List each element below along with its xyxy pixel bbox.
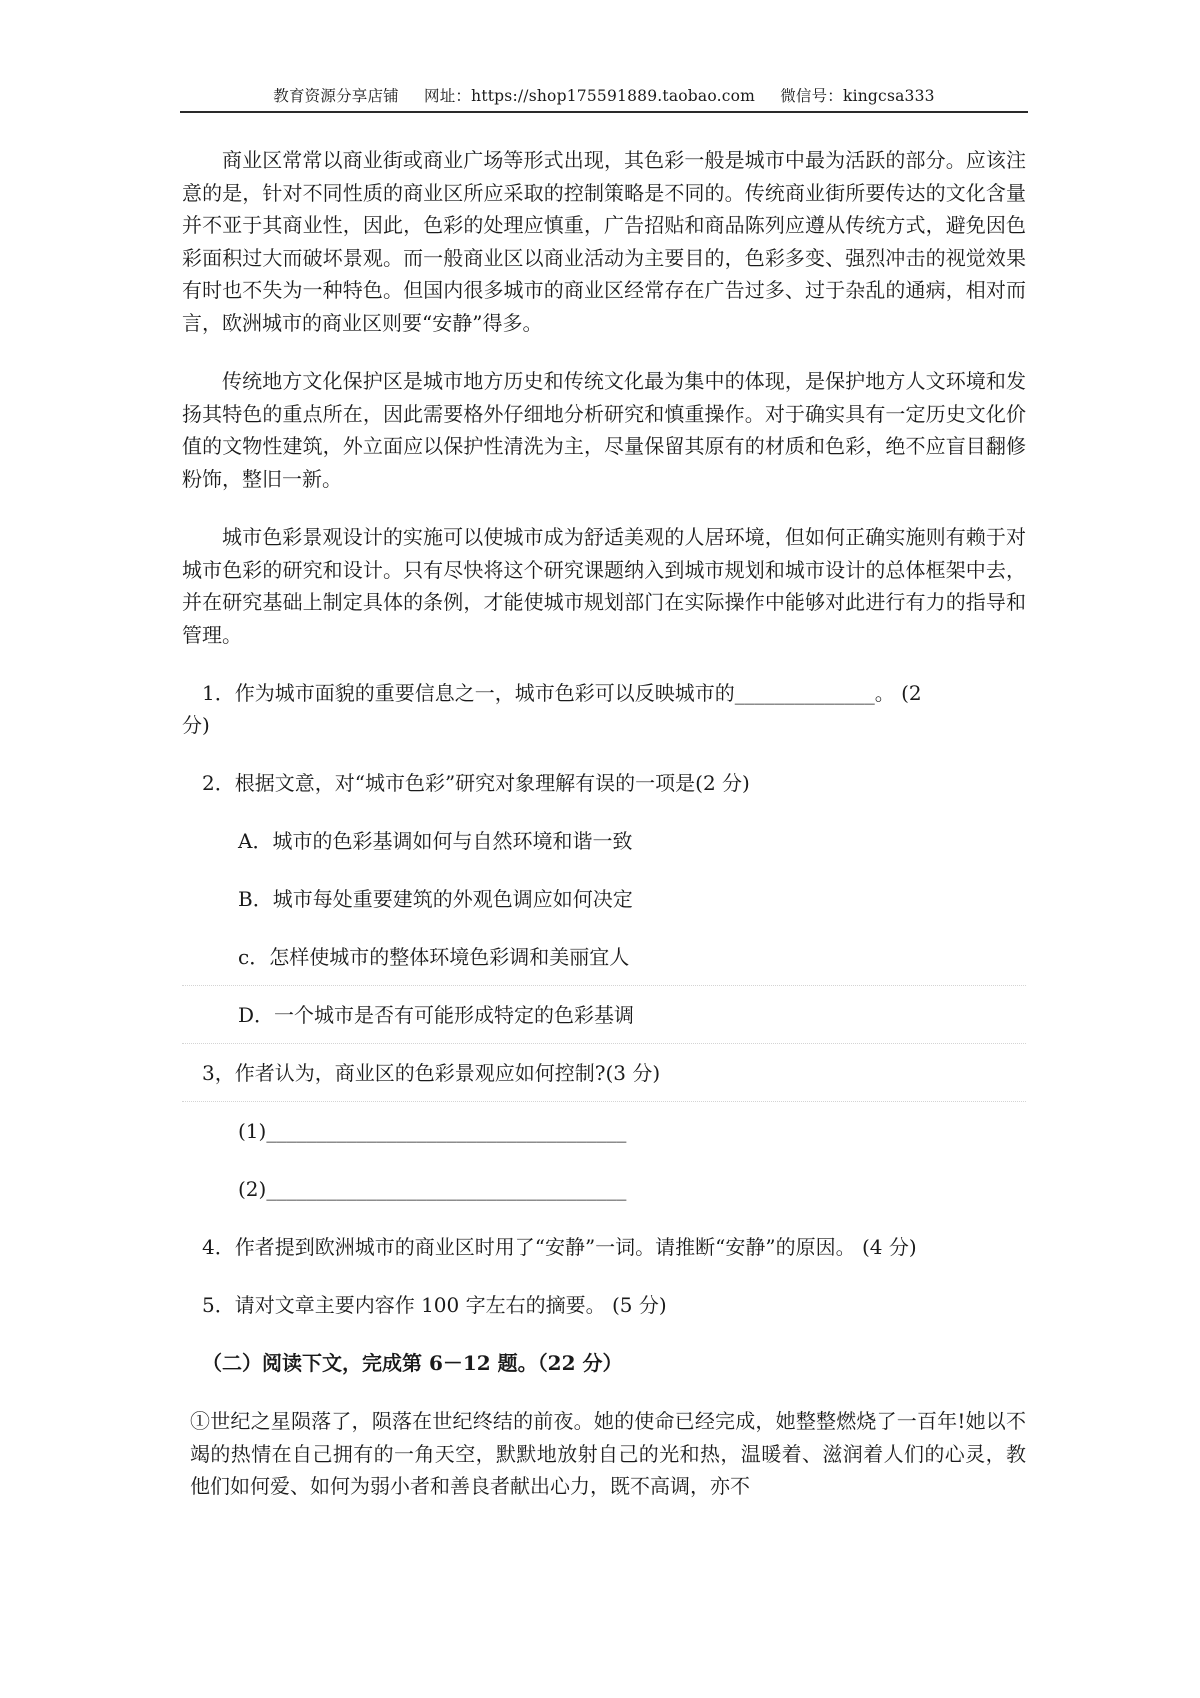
question-1-continued: 分) <box>182 713 210 737</box>
question-3-blank-2: (2)____________________________________ <box>238 1177 627 1201</box>
header-wechat: 微信号：kingcsa333 <box>780 87 935 105</box>
header-url[interactable]: 网址：https://shop175591889.taobao.com <box>424 87 756 105</box>
header-divider <box>180 111 1028 113</box>
question-4: 4．作者提到欧洲城市的商业区时用了“安静”一词。请推断“安静”的原因。 (4 分) <box>202 1235 917 1259</box>
question-2-option-b: B．城市每处重要建筑的外观色调应如何决定 <box>238 887 633 911</box>
question-1: 1．作为城市面貌的重要信息之一，城市色彩可以反映城市的______________。 (2 <box>202 681 922 705</box>
document-body <box>182 144 1026 1503</box>
page-header <box>180 84 1028 112</box>
header-shop-name: 教育资源分享店铺 <box>273 87 399 105</box>
section-2-title: （二）阅读下文，完成第 6－12 题。（22 分） <box>202 1351 623 1375</box>
question-3-blank-1: (1)____________________________________ <box>238 1119 627 1143</box>
paragraph-commercial-district: 商业区常常以商业街或商业广场等形式出现，其色彩一般是城市中最为活跃的部分。应该注意的是，针对不同性质的商业区所应采取的控制策略是不同的。传统商业街所要传达的文化含量并不亚于其商业性，因此，色彩的处理应慎重，广告招贴和商品陈列应遵从传统方式，避免因色彩面积过大而破坏景观。而一般商业区以商业活动为主要目的，色彩多变、强烈冲击的视觉效果有时也不失为一种特色。但国内很多城市的商业区经常存在广告过多、过于杂乱的通病，相对而言，欧洲城市的商业区则要“安静”得多。 <box>182 148 1026 335</box>
question-2-option-c: c．怎样使城市的整体环境色彩调和美丽宜人 <box>238 945 630 969</box>
question-5: 5．请对文章主要内容作 100 字左右的摘要。 (5 分) <box>202 1293 667 1317</box>
question-2: 2．根据文意，对“城市色彩”研究对象理解有误的一项是(2 分) <box>202 771 750 795</box>
question-2-option-d: D．一个城市是否有可能形成特定的色彩基调 <box>238 1003 635 1027</box>
question-3: 3，作者认为，商业区的色彩景观应如何控制?(3 分) <box>202 1061 661 1085</box>
question-2-option-a: A．城市的色彩基调如何与自然环境和谐一致 <box>238 829 633 853</box>
paragraph-cultural-protection: 传统地方文化保护区是城市地方历史和传统文化最为集中的体现，是保护地方人文环境和发扬其特色的重点所在，因此需要格外仔细地分析研究和慎重操作。对于确实具有一定历史文化价值的文物性建筑，外立面应以保护性清洗为主，尽量保留其原有的材质和色彩，绝不应盲目翻修粉饰，整旧一新。 <box>182 369 1026 491</box>
paragraph-design-implementation: 城市色彩景观设计的实施可以使城市成为舒适美观的人居环境，但如何正确实施则有赖于对城市色彩的研究和设计。只有尽快将这个研究课题纳入到城市规划和城市设计的总体框架中去，并在研究基础上制定具体的条例，才能使城市规划部门在实际操作中能够对此进行有力的指导和管理。 <box>182 525 1026 647</box>
section-2-paragraph-1: ①世纪之星陨落了，陨落在世纪终结的前夜。她的使命已经完成，她整整燃烧了一百年!她以不竭的热情在自己拥有的一角天空，默默地放射自己的光和热，温暖着、滋润着人们的心灵，教他们如何爱、如何为弱小者和善良者献出心力，既不高调，亦不 <box>190 1409 1026 1498</box>
